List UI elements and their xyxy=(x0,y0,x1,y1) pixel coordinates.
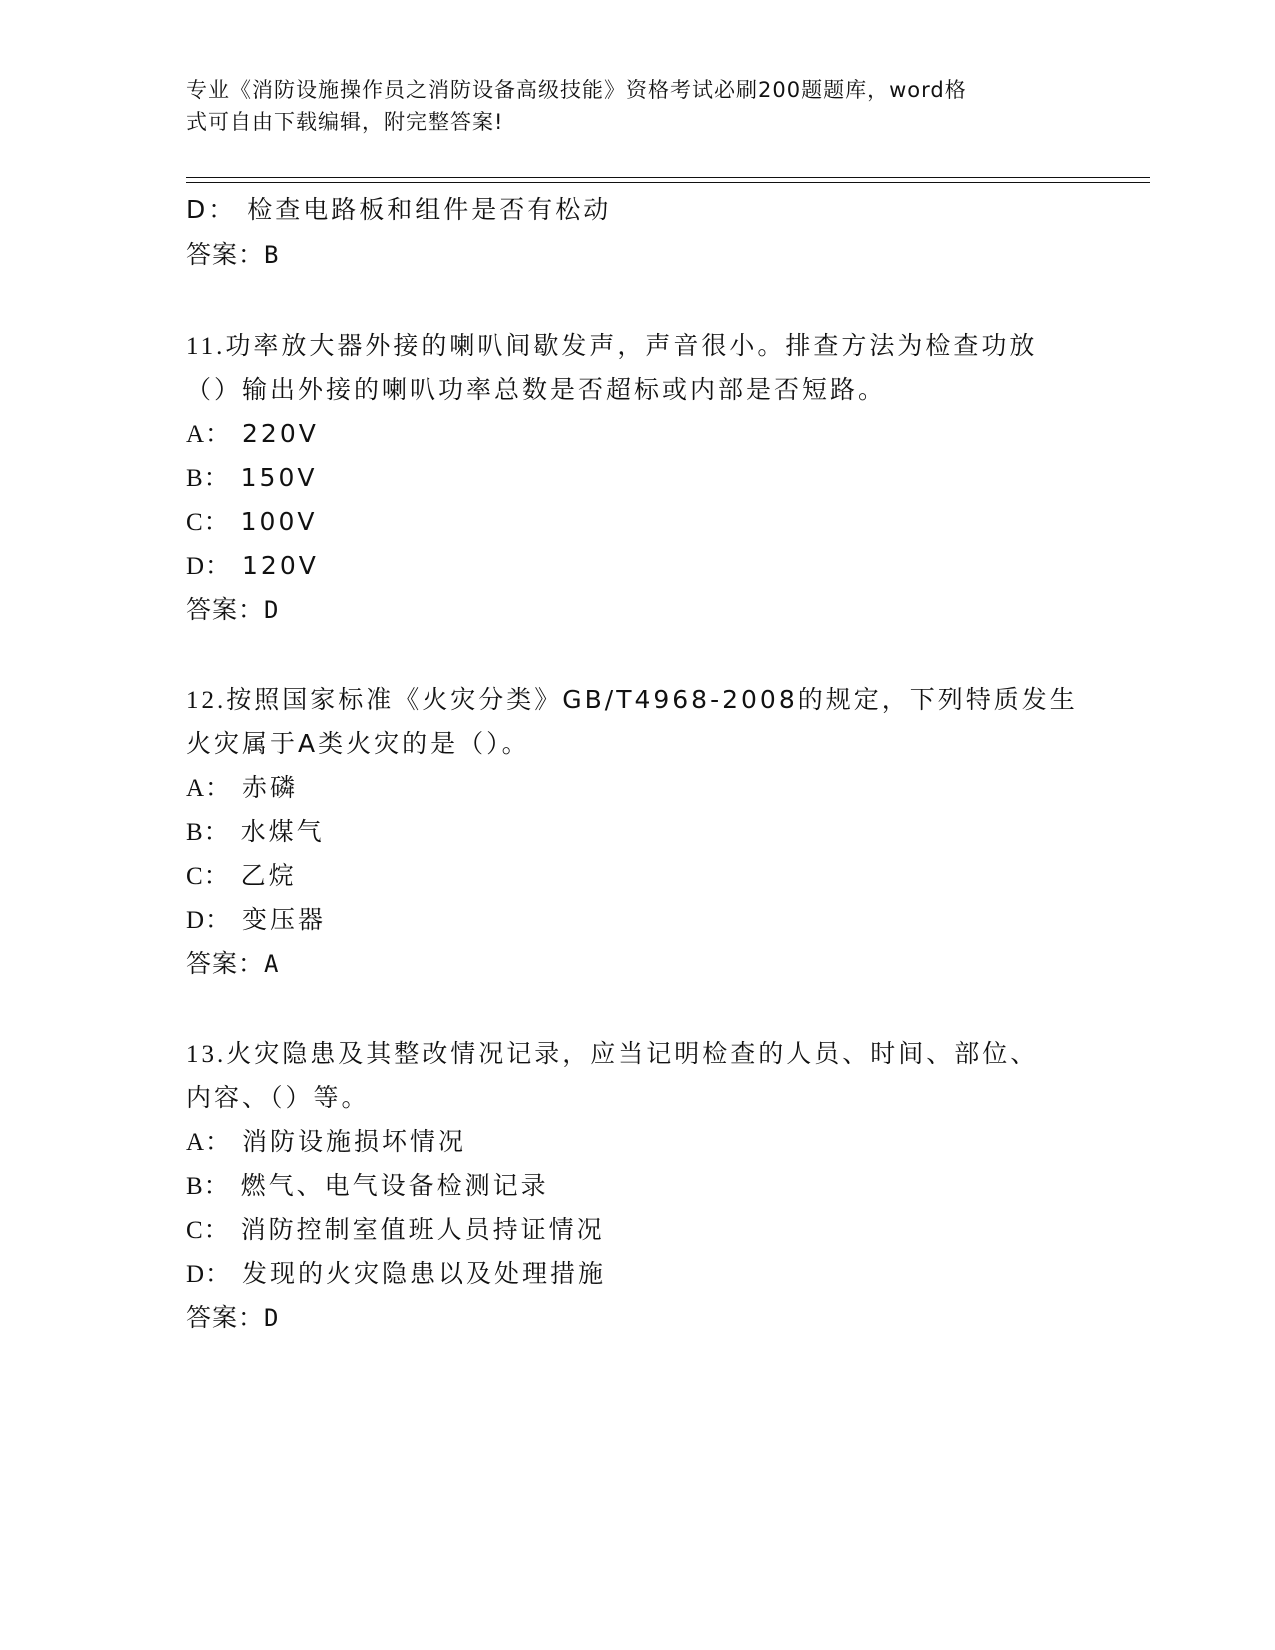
question-13-option-a xyxy=(186,1126,466,1159)
option-prefix: B： xyxy=(186,465,230,492)
prev-answer xyxy=(186,239,279,271)
answer-label: 答案： xyxy=(186,1303,265,1332)
option-prefix: D： xyxy=(186,1261,232,1288)
option-text: 100V xyxy=(240,507,318,536)
header-line-2: 式可自由下载编辑，附完整答案! xyxy=(186,110,504,134)
option-prefix: D： xyxy=(186,907,232,934)
option-text: 消防设施损坏情况 xyxy=(242,1127,467,1156)
prev-option-d: D： 检查电路板和组件是否有松动 xyxy=(186,195,612,224)
question-12-option-d xyxy=(186,904,326,937)
question-11-stem-line-2: （）输出外接的喇叭功率总数是否超标或内部是否短路。 xyxy=(186,375,887,404)
question-11-option-a xyxy=(186,418,319,451)
answer-value: D xyxy=(264,1304,280,1332)
option-text: 燃气、电气设备检测记录 xyxy=(240,1171,549,1200)
question-number: 13. xyxy=(186,1041,227,1068)
option-text: 120V xyxy=(242,551,319,580)
question-12-option-c xyxy=(186,860,297,893)
question-12-stem-line-2: 火灾属于A类火灾的是（）。 xyxy=(186,729,530,758)
question-11-option-d xyxy=(186,550,319,583)
question-13-answer xyxy=(186,1302,279,1334)
page-header xyxy=(186,74,1066,138)
stem-text: 按照国家标准《火灾分类》GB/T4968-2008的规定，下列特质发生 xyxy=(226,685,1078,714)
answer-value: A xyxy=(264,950,280,978)
header-divider-top xyxy=(186,177,1150,178)
option-text: 赤磷 xyxy=(242,773,299,802)
option-prefix: B： xyxy=(186,819,230,846)
option-text: 发现的火灾隐患以及处理措施 xyxy=(242,1259,607,1288)
question-number: 12. xyxy=(186,687,227,714)
option-prefix: A： xyxy=(186,775,232,802)
option-prefix: C： xyxy=(186,509,230,536)
question-number: 11. xyxy=(186,333,226,360)
question-12-answer xyxy=(186,948,279,980)
answer-value: B xyxy=(264,241,280,269)
question-13-option-b xyxy=(186,1170,549,1203)
question-11-option-c xyxy=(186,506,317,539)
option-text: 变压器 xyxy=(242,905,327,934)
question-11-stem-line-1 xyxy=(186,330,1037,363)
question-13-stem-line-1 xyxy=(186,1038,1038,1071)
option-prefix: A： xyxy=(186,1129,232,1156)
question-12-stem-line-1 xyxy=(186,684,1078,717)
question-11-answer xyxy=(186,594,279,626)
stem-text: 功率放大器外接的喇叭间歇发声，声音很小。排查方法为检查功放 xyxy=(225,331,1038,360)
question-13-option-c xyxy=(186,1214,605,1247)
option-text: 乙烷 xyxy=(240,861,297,890)
option-prefix: C： xyxy=(186,863,230,890)
stem-text: 火灾隐患及其整改情况记录，应当记明检查的人员、时间、部位、 xyxy=(226,1039,1039,1068)
answer-label: 答案： xyxy=(186,240,265,269)
answer-label: 答案： xyxy=(186,595,265,624)
question-12-option-a xyxy=(186,772,298,805)
answer-label: 答案： xyxy=(186,949,265,978)
option-prefix: A： xyxy=(186,421,232,448)
question-13-stem-line-2: 内容、（）等。 xyxy=(186,1083,370,1112)
question-13-option-d xyxy=(186,1258,606,1291)
option-text: 150V xyxy=(240,463,318,492)
option-text: 消防控制室值班人员持证情况 xyxy=(240,1215,605,1244)
option-prefix: B： xyxy=(186,1173,230,1200)
option-prefix: C： xyxy=(186,1217,230,1244)
question-11-option-b xyxy=(186,462,317,495)
answer-value: D xyxy=(264,596,280,624)
option-text: 水煤气 xyxy=(240,817,325,846)
header-divider-bottom xyxy=(186,182,1150,183)
option-text: 220V xyxy=(242,419,319,448)
question-12-option-b xyxy=(186,816,325,849)
option-prefix: D： xyxy=(186,553,232,580)
header-line-1: 专业《消防设施操作员之消防设备高级技能》资格考试必刷200题题库，word格 xyxy=(186,78,967,102)
